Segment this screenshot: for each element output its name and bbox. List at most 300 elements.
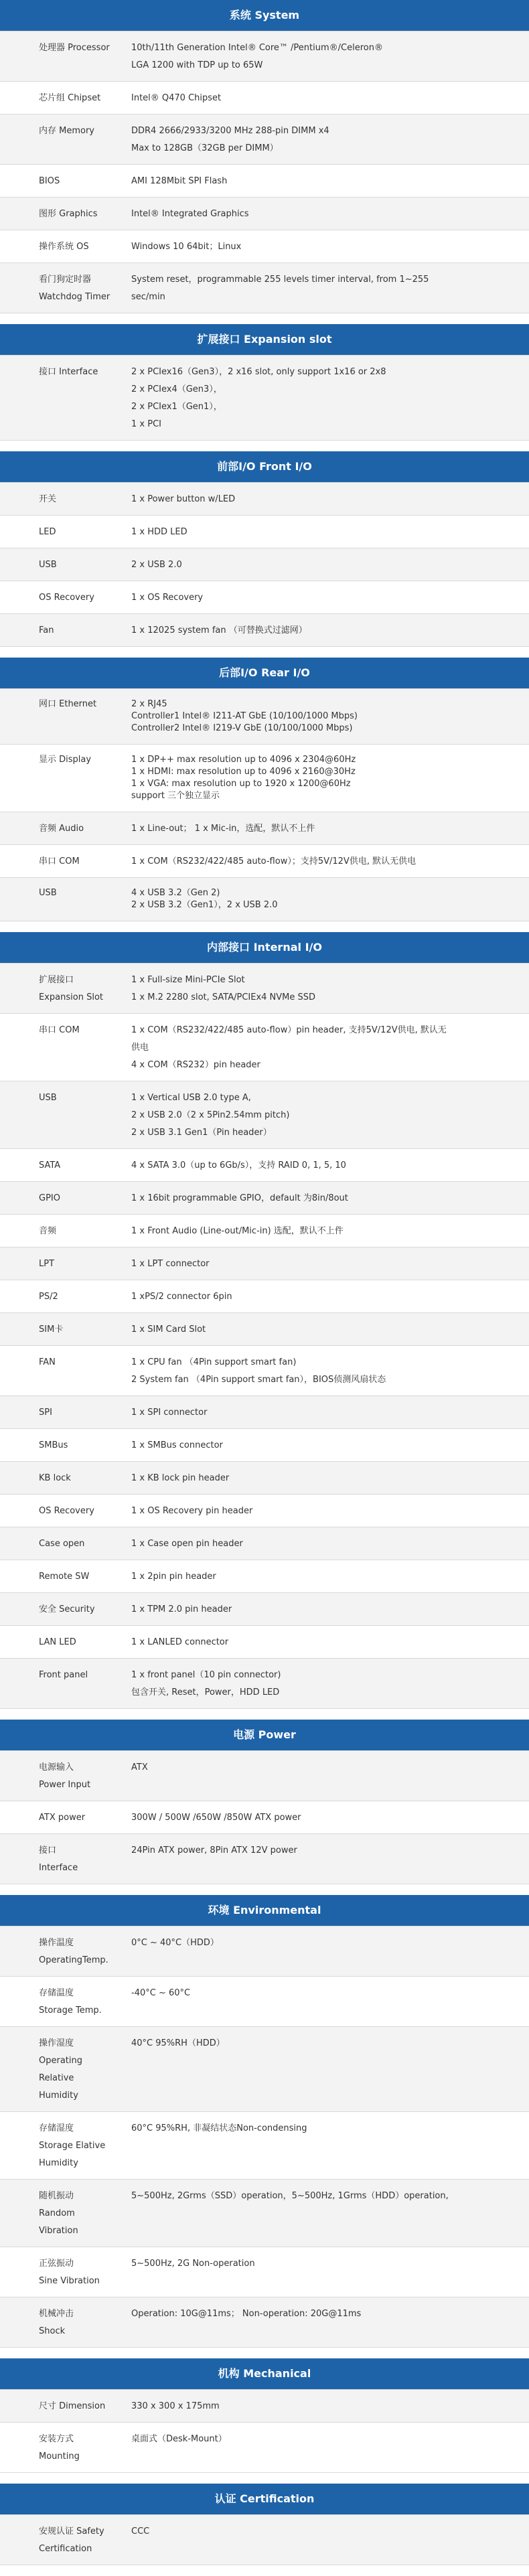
spec-label-line: SMBus — [39, 1440, 68, 1450]
spec-label — [0, 2247, 123, 2297]
spec-label — [0, 1659, 123, 1708]
spec-label-line: Humidity — [39, 2091, 78, 2101]
spec-value-line: 1 x DP++ max resolution up to 4096 x 2304@60Hz — [131, 755, 356, 765]
spec-row — [0, 230, 529, 263]
spec-label-line: Random Vibration — [39, 2208, 78, 2236]
spec-label-line: 操作湿度 — [39, 2038, 74, 2048]
spec-label — [0, 198, 123, 230]
spec-label — [0, 1014, 123, 1081]
spec-section — [0, 0, 529, 313]
spec-label-line: USB — [39, 1093, 57, 1103]
spec-label-line: 操作系统 OS — [39, 242, 89, 252]
spec-value-line: 4 x USB 3.2（Gen 2) — [131, 888, 220, 898]
spec-value-line: 2 x USB 3.2（Gen1），2 x USB 2.0 — [131, 900, 278, 910]
spec-row — [0, 31, 529, 82]
spec-label — [0, 82, 123, 114]
spec-value-line: 1 xPS/2 connector 6pin — [131, 1292, 232, 1302]
spec-value — [123, 1626, 529, 1658]
spec-label — [0, 812, 123, 844]
spec-value-line: CCC — [131, 2526, 150, 2536]
spec-label — [0, 1247, 123, 1280]
spec-label — [0, 356, 123, 440]
spec-table — [0, 1750, 529, 1884]
spec-value-line: 2 x USB 2.0 — [131, 560, 182, 570]
spec-table — [0, 963, 529, 1709]
spec-label-line: Fan — [39, 625, 54, 635]
spec-label-line: Expansion Slot — [39, 992, 103, 1002]
spec-label — [0, 1280, 123, 1312]
spec-value-line: 包含开关, Reset，Power，HDD LED — [131, 1687, 280, 1697]
spec-value-line: 4 x SATA 3.0（up to 6Gb/s），支持 RAID 0, 1, 5, 10 — [131, 1160, 346, 1170]
spec-value — [123, 1527, 529, 1560]
spec-value — [123, 2180, 529, 2247]
spec-row — [0, 1149, 529, 1182]
spec-value — [123, 2515, 529, 2565]
spec-row — [0, 2390, 529, 2423]
spec-value — [123, 82, 529, 114]
spec-label — [0, 1834, 123, 1884]
spec-row — [0, 165, 529, 198]
section-title: 前部I/O Front I/O — [0, 451, 529, 482]
spec-label-line: SATA — [39, 1160, 61, 1170]
spec-value-line: 10th/11th Generation Intel® Core™ /Pentium®/Celeron® — [131, 43, 383, 53]
spec-value-line: Controller2 Intel® I219-V GbE (10/100/1000 Mbps) — [131, 723, 353, 733]
spec-row — [0, 964, 529, 1014]
spec-value-line: System reset，programmable 255 levels timer interval, from 1~255 — [131, 275, 429, 285]
spec-value-line: 1 x PCI — [131, 419, 161, 429]
spec-label — [0, 2112, 123, 2179]
spec-value-line: 5~500Hz, 2G Non-operation — [131, 2259, 255, 2269]
spec-row — [0, 2112, 529, 2180]
spec-value — [123, 548, 529, 581]
spec-value — [123, 2112, 529, 2179]
spec-label-line: Sine Vibration — [39, 2276, 100, 2286]
spec-value-line: 24Pin ATX power, 8Pin ATX 12V power — [131, 1845, 297, 1855]
spec-label — [0, 1751, 123, 1801]
spec-label — [0, 1626, 123, 1658]
spec-value — [123, 1247, 529, 1280]
spec-label-line: USB — [39, 888, 57, 898]
spec-label-line: SPI — [39, 1408, 52, 1418]
spec-label-line: 处理器 Processor — [39, 43, 110, 53]
spec-value — [123, 2423, 529, 2472]
spec-label-line: LPT — [39, 1259, 55, 1269]
spec-label-line: 网口 Ethernet — [39, 699, 97, 709]
spec-value-line: 1 x OS Recovery — [131, 593, 204, 603]
spec-label-line: Case open — [39, 1539, 85, 1549]
spec-label — [0, 1215, 123, 1247]
spec-value-line: 2 x PCIex4（Gen3）， — [131, 384, 222, 394]
spec-row — [0, 1429, 529, 1462]
spec-row — [0, 1593, 529, 1626]
spec-row — [0, 1801, 529, 1834]
spec-value-line: Controller1 Intel® I211-AT GbE (10/100/1000 Mbps) — [131, 711, 358, 721]
spec-value — [123, 1926, 529, 1976]
spec-label-line: 看门狗定时器 — [39, 275, 92, 285]
spec-row — [0, 2297, 529, 2348]
spec-label-line: BIOS — [39, 176, 60, 186]
spec-row — [0, 1834, 529, 1884]
spec-label — [0, 2180, 123, 2247]
spec-label-line: Humidity — [39, 2158, 78, 2168]
spec-label-line: Power Input — [39, 1780, 91, 1790]
section-title: 电源 Power — [0, 1720, 529, 1750]
spec-label-line: 芯片组 Chipset — [39, 93, 101, 103]
spec-section — [0, 932, 529, 1709]
spec-section — [0, 451, 529, 647]
spec-label — [0, 845, 123, 877]
spec-label — [0, 263, 123, 313]
spec-label-line: Watchdog Timer — [39, 292, 110, 302]
spec-value-line: 330 x 300 x 175mm — [131, 2401, 220, 2411]
spec-value — [123, 745, 529, 812]
spec-label-line: 安规认证 Safety — [39, 2526, 104, 2536]
spec-label — [0, 1977, 123, 2026]
spec-value — [123, 516, 529, 548]
spec-value — [123, 1346, 529, 1395]
spec-row — [0, 2027, 529, 2112]
spec-row — [0, 1346, 529, 1396]
spec-value-line: 1 x LPT connector — [131, 1259, 210, 1269]
spec-label-line: 操作温度 — [39, 1938, 74, 1948]
spec-value — [123, 2027, 529, 2111]
spec-label-line: OperatingTemp. — [39, 1955, 108, 1965]
spec-value-line: 1 x OS Recovery pin header — [131, 1506, 253, 1516]
section-title: 环境 Environmental — [0, 1895, 529, 1926]
spec-label — [0, 2423, 123, 2472]
section-title: 后部I/O Rear I/O — [0, 658, 529, 688]
spec-row — [0, 745, 529, 812]
spec-value — [123, 1659, 529, 1708]
spec-value-line: 1 x Front Audio (Line-out/Mic-in) 选配，默认不上件 — [131, 1226, 344, 1236]
spec-row — [0, 82, 529, 115]
spec-value-line: 1 x HDMI: max resolution up to 4096 x 2160@30Hz — [131, 767, 356, 777]
spec-value-line: 2 System fan （4Pin support smart fan），BIOS侦测风扇状态 — [131, 1375, 386, 1385]
spec-table — [0, 31, 529, 313]
spec-row — [0, 198, 529, 230]
spec-label — [0, 516, 123, 548]
spec-label — [0, 2027, 123, 2111]
spec-value-line: 2 x PCIex16（Gen3），2 x16 slot, only support 1x16 or 2x8 — [131, 367, 386, 377]
spec-value-line: 1 x front panel（10 pin connector) — [131, 1670, 281, 1680]
spec-row — [0, 548, 529, 581]
spec-row — [0, 1014, 529, 1081]
spec-value-line: 1 x SPI connector — [131, 1408, 208, 1418]
spec-label — [0, 1593, 123, 1625]
spec-value-line: 2 x USB 3.1 Gen1（Pin header） — [131, 1128, 272, 1138]
spec-row — [0, 614, 529, 647]
spec-value — [123, 1313, 529, 1345]
spec-label-line: 尺寸 Dimension — [39, 2401, 106, 2411]
spec-value-line: 40°C 95%RH（HDD） — [131, 2038, 225, 2048]
spec-label-line: OS Recovery — [39, 593, 94, 603]
spec-row — [0, 878, 529, 921]
spec-value — [123, 1280, 529, 1312]
spec-label-line: Shock — [39, 2326, 66, 2336]
spec-label — [0, 1495, 123, 1527]
spec-value-line: LGA 1200 with TDP up to 65W — [131, 60, 263, 70]
spec-label — [0, 1429, 123, 1461]
spec-label — [0, 1560, 123, 1592]
spec-row — [0, 1247, 529, 1280]
spec-section — [0, 324, 529, 441]
spec-label-line: 正弦振动 — [39, 2259, 74, 2269]
spec-value — [123, 1014, 529, 1081]
spec-label-line: OS Recovery — [39, 1506, 94, 1516]
spec-label — [0, 964, 123, 1013]
spec-value — [123, 964, 529, 1013]
spec-section — [0, 1720, 529, 1884]
spec-value-line: 1 x Vertical USB 2.0 type A, — [131, 1093, 251, 1103]
section-title: 内部接口 Internal I/O — [0, 932, 529, 963]
spec-value-line: 1 x HDD LED — [131, 527, 187, 537]
spec-label-line: Operating Relative — [39, 2056, 82, 2083]
spec-label — [0, 1346, 123, 1395]
spec-value — [123, 845, 529, 877]
spec-row — [0, 1977, 529, 2027]
spec-label — [0, 1462, 123, 1494]
spec-label — [0, 548, 123, 581]
section-title: 系统 System — [0, 0, 529, 31]
spec-label — [0, 2515, 123, 2565]
spec-label-line: 图形 Graphics — [39, 209, 98, 219]
spec-value-line: 2 x USB 2.0（2 x 5Pin2.54mm pitch) — [131, 1110, 290, 1120]
spec-value — [123, 483, 529, 515]
spec-label-line: ATX power — [39, 1813, 86, 1823]
spec-label — [0, 2390, 123, 2422]
spec-row — [0, 115, 529, 165]
spec-value-line: 1 x 2pin pin header — [131, 1572, 216, 1582]
spec-value-line: 1 x CPU fan （4Pin support smart fan) — [131, 1357, 297, 1367]
spec-value — [123, 356, 529, 440]
spec-label-line: Storage Temp. — [39, 2005, 102, 2016]
spec-label — [0, 1149, 123, 1181]
spec-value — [123, 1182, 529, 1214]
spec-row — [0, 1462, 529, 1495]
spec-label — [0, 230, 123, 262]
spec-label-line: USB — [39, 560, 57, 570]
spec-value — [123, 581, 529, 613]
spec-value-line: 2 x PCIex1（Gen1）， — [131, 402, 222, 412]
spec-value-line: 1 x Case open pin header — [131, 1539, 243, 1549]
spec-value — [123, 1801, 529, 1833]
spec-value — [123, 2247, 529, 2297]
spec-label — [0, 1801, 123, 1833]
spec-label — [0, 878, 123, 921]
spec-row — [0, 1751, 529, 1801]
spec-label-line: LAN LED — [39, 1637, 76, 1647]
spec-label — [0, 165, 123, 197]
spec-label-line: 显示 Display — [39, 755, 92, 765]
spec-value-line: 1 x COM（RS232/422/485 auto-flow）pin header, 支持5V/12V供电, 默认无 — [131, 1025, 447, 1035]
spec-value — [123, 31, 529, 81]
spec-row — [0, 1081, 529, 1149]
spec-label — [0, 581, 123, 613]
spec-value — [123, 1429, 529, 1461]
spec-row — [0, 1659, 529, 1709]
spec-row — [0, 2423, 529, 2473]
spec-label-line: 随机振动 — [39, 2191, 74, 2201]
spec-label — [0, 614, 123, 646]
spec-value — [123, 689, 529, 744]
spec-table — [0, 1926, 529, 2348]
spec-label-line: 串口 COM — [39, 1025, 80, 1035]
spec-label-line: Storage Elative — [39, 2141, 106, 2151]
spec-row — [0, 2247, 529, 2297]
spec-value — [123, 165, 529, 197]
spec-value-line: Operation: 10G@11ms； Non-operation: 20G@11ms — [131, 2309, 362, 2319]
spec-value — [123, 878, 529, 921]
spec-value-line: 0°C ~ 40°C（HDD） — [131, 1938, 219, 1948]
spec-table — [0, 688, 529, 921]
spec-value-line: 1 x Line-out； 1 x Mic-in，选配，默认不上件 — [131, 824, 315, 834]
spec-row — [0, 1182, 529, 1215]
spec-label-line: 安全 Security — [39, 1604, 95, 1614]
spec-label-line: 机械冲击 — [39, 2309, 74, 2319]
spec-value-line: 1 x 16bit programmable GPIO，default 为8in/8out — [131, 1193, 348, 1203]
spec-value-line: 1 x Full-size Mini-PCIe Slot — [131, 975, 245, 985]
spec-label — [0, 745, 123, 812]
spec-label-line: PS/2 — [39, 1292, 58, 1302]
spec-value-line: 1 x TPM 2.0 pin header — [131, 1604, 232, 1614]
spec-value-line: support 三个独立显示 — [131, 791, 220, 801]
spec-value — [123, 614, 529, 646]
spec-value-line: 1 x LANLED connector — [131, 1637, 229, 1647]
spec-row — [0, 581, 529, 614]
spec-label — [0, 31, 123, 81]
spec-label-line: Mounting — [39, 2451, 80, 2461]
spec-row — [0, 1560, 529, 1593]
spec-row — [0, 1495, 529, 1527]
spec-label-line: Certification — [39, 2544, 92, 2554]
spec-table — [0, 482, 529, 647]
spec-value-line: sec/min — [131, 292, 165, 302]
spec-row — [0, 1280, 529, 1313]
spec-value-line: 60°C 95%RH, 非凝结状态Non-condensing — [131, 2123, 307, 2133]
spec-label-line: 音频 — [39, 1226, 57, 1236]
spec-row — [0, 1527, 529, 1560]
spec-value-line: ATX — [131, 1762, 148, 1772]
spec-row — [0, 812, 529, 845]
spec-value — [123, 1149, 529, 1181]
spec-table — [0, 355, 529, 441]
spec-section — [0, 658, 529, 921]
spec-label — [0, 1081, 123, 1148]
spec-row — [0, 1626, 529, 1659]
spec-value-line: 1 x SMBus connector — [131, 1440, 223, 1450]
spec-label-line: 音频 Audio — [39, 824, 84, 834]
spec-label-line: Interface — [39, 1863, 78, 1873]
spec-value — [123, 1081, 529, 1148]
spec-row — [0, 1313, 529, 1346]
spec-label-line: GPIO — [39, 1193, 60, 1203]
spec-value — [123, 1977, 529, 2026]
spec-value — [123, 230, 529, 262]
spec-label-line: 内存 Memory — [39, 126, 95, 136]
section-title: 扩展接口 Expansion slot — [0, 324, 529, 355]
spec-value — [123, 812, 529, 844]
spec-value-line: 1 x COM（RS232/422/485 auto-flow）；支持5V/12V供电, 默认无供电 — [131, 856, 417, 866]
spec-row — [0, 2515, 529, 2565]
spec-section — [0, 2484, 529, 2565]
spec-label-line: FAN — [39, 1357, 56, 1367]
spec-label-line: 接口 Interface — [39, 367, 98, 377]
spec-value — [123, 1560, 529, 1592]
spec-label-line: Front panel — [39, 1670, 88, 1680]
spec-label — [0, 1527, 123, 1560]
spec-value-line: Max to 128GB（32GB per DIMM） — [131, 143, 279, 153]
spec-row — [0, 356, 529, 441]
spec-label — [0, 115, 123, 164]
spec-label-line: 接口 — [39, 1845, 57, 1855]
spec-value-line: 1 x KB lock pin header — [131, 1473, 230, 1483]
spec-table — [0, 2389, 529, 2473]
spec-label — [0, 689, 123, 744]
spec-row — [0, 845, 529, 878]
spec-value-line: 4 x COM（RS232）pin header — [131, 1060, 260, 1070]
spec-value-line: 300W / 500W /650W /850W ATX power — [131, 1813, 301, 1823]
spec-value-line: Intel® Q470 Chipset — [131, 93, 222, 103]
spec-value — [123, 1834, 529, 1884]
spec-row — [0, 263, 529, 313]
spec-value — [123, 1215, 529, 1247]
section-title: 机构 Mechanical — [0, 2358, 529, 2389]
spec-row — [0, 1215, 529, 1247]
spec-value-line: 1 x 12025 system fan （可替换式过滤网） — [131, 625, 307, 635]
spec-label-line: SIM卡 — [39, 1324, 64, 1335]
spec-value-line: 5~500Hz, 2Grms（SSD）operation，5~500Hz, 1Grms（HDD）operation, — [131, 2191, 449, 2201]
spec-value-line: 2 x RJ45 — [131, 699, 167, 709]
spec-value — [123, 263, 529, 313]
spec-value-line: 1 x VGA: max resolution up to 1920 x 1200@60Hz — [131, 779, 351, 789]
spec-value-line: 1 x Power button w/LED — [131, 494, 236, 504]
spec-value-line: DDR4 2666/2933/3200 MHz 288-pin DIMM x4 — [131, 126, 329, 136]
spec-label-line: 安装方式 — [39, 2434, 74, 2444]
spec-value-line: -40°C ~ 60°C — [131, 1988, 191, 1998]
spec-label-line: 开关 — [39, 494, 57, 504]
spec-value — [123, 1751, 529, 1801]
spec-label — [0, 1396, 123, 1428]
spec-label — [0, 2297, 123, 2347]
spec-row — [0, 1396, 529, 1429]
spec-value-line: Intel® Integrated Graphics — [131, 209, 249, 219]
spec-label — [0, 1926, 123, 1976]
spec-value-line: 1 x M.2 2280 slot, SATA/PCIEx4 NVMe SSD — [131, 992, 316, 1002]
section-title: 认证 Certification — [0, 2484, 529, 2514]
spec-label-line: 存储湿度 — [39, 2123, 74, 2133]
spec-section — [0, 2358, 529, 2473]
spec-label — [0, 1182, 123, 1214]
spec-row — [0, 2180, 529, 2247]
spec-section — [0, 1895, 529, 2348]
spec-value — [123, 2297, 529, 2347]
spec-label — [0, 483, 123, 515]
spec-label-line: 串口 COM — [39, 856, 80, 866]
spec-value — [123, 2390, 529, 2422]
spec-label-line: LED — [39, 527, 56, 537]
spec-row — [0, 1926, 529, 1977]
spec-value-line: 供电 — [131, 1043, 149, 1053]
spec-value-line: 桌面式（Desk-Mount） — [131, 2434, 227, 2444]
spec-label — [0, 1313, 123, 1345]
spec-value-line: Windows 10 64bit；Linux — [131, 242, 242, 252]
spec-value — [123, 1495, 529, 1527]
spec-row — [0, 483, 529, 516]
spec-label-line: 电源输入 — [39, 1762, 74, 1772]
spec-value — [123, 1593, 529, 1625]
spec-value-line: 1 x SIM Card Slot — [131, 1324, 206, 1335]
spec-label-line: 存储温度 — [39, 1988, 74, 1998]
